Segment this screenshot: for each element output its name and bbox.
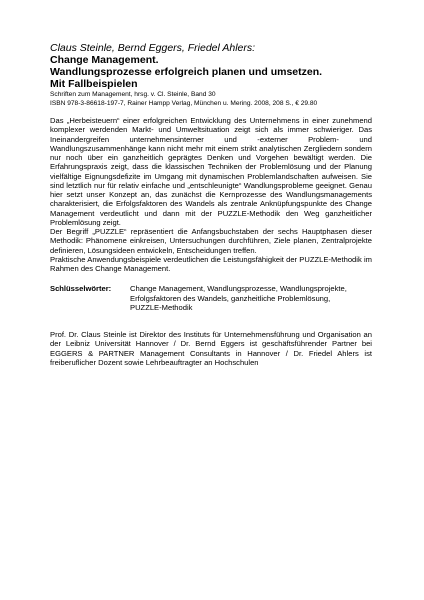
book-review-page [50,42,372,367]
author-bio [50,330,372,367]
book-authors: Claus Steinle, Bernd Eggers, Friedel Ahlers: [50,42,256,54]
keywords-label: Schlüsselwörter: [50,284,112,294]
abstract-paragraph: Der Begriff „PUZZLE“ repräsentiert die Anfangsbuchstaben der sechs Hauptphasen dieser Methodik: Phänomene einkreisen, Untersuchungen durchführen, Ziele planen, Zentralprojekte definieren, Lösungsideen entwickeln, Entscheidungen treffen. [50,227,372,255]
book-title-line-2: Wandlungsprozesse erfolgreich planen und umsetzen. [50,66,323,78]
book-title-line-1: Change Management. [50,54,159,66]
author-bio-text: Prof. Dr. Claus Steinle ist Direktor des Instituts für Unternehmensführung und Organisation an der Leibniz Universität Hannover / Dr. Bernd Eggers ist geschäftsführender Partner bei EGGERS & PARTNER Management Consultants in Hannover / Dr. Friedel Ahlers ist freiberuflicher Dozent sowie Lehrbeauftragter an Hochschulen [50,330,372,367]
abstract-paragraph: Praktische Anwendungsbeispiele verdeutlichen die Leistungsfähigkeit der PUZZLE-Methodik im Rahmen des Change Management. [50,254,372,273]
keywords-section [50,284,372,312]
book-header [50,42,372,108]
book-series: Schriften zum Management, hrsg. v. Cl. Steinle, Band 30 [50,91,216,98]
abstract-paragraph: Das „Herbeisteuern“ einer erfolgreichen Entwicklung des Unternehmens in einer zunehmend komplexer werdenden Markt- und Umweltsituation zeigt sich als immer schwieriger. Das Ineinandergreifen unternehmensinterner und -externer Problem- und Wandlungszusammenhänge kann nicht mehr mit einem strikt analytischen Zergliedern sondern nur noch über ein ganzheitlich geprägtes Denken und Vorgehen bewältigt werden. Die Erfahrungspraxis zeigt, dass die klassischen Techniken der Problemlösung und der Planung vielfältige Eignungsdefizite im Umgang mit dynamischen Problemlandschaften aufweisen. Sie sind letztlich nur für relativ einfache und „entschleunigte“ Wandlungsprobleme geeignet. Genau hier setzt unser Konzept an, das zunächst die Kernprozesse des Wandlungsmanagements charakterisiert, die Erfolgsfaktoren des Wandels als zentrale Anknüpfungspunkte des Change Management verdeutlicht und dann mit der PUZZLE-Methodik den Weg ganzheitlicher Problemlösung zeigt. [50,116,372,227]
keywords-line: Change Management, Wandlungsprozesse, Wandlungsprojekte, [130,284,347,294]
book-title-line-3: Mit Fallbeispielen [50,78,138,90]
keywords-list [130,284,372,312]
abstract [50,116,372,273]
keywords-line: PUZZLE-Methodik [130,302,193,312]
book-isbn: ISBN 978-3-86618-197-7, Rainer Hampp Verlag, München u. Mering. 2008, 208 S., € 29.80 [50,100,318,107]
keywords-line: Erfolgsfaktoren des Wandels, ganzheitliche Problemlösung, [130,293,331,303]
